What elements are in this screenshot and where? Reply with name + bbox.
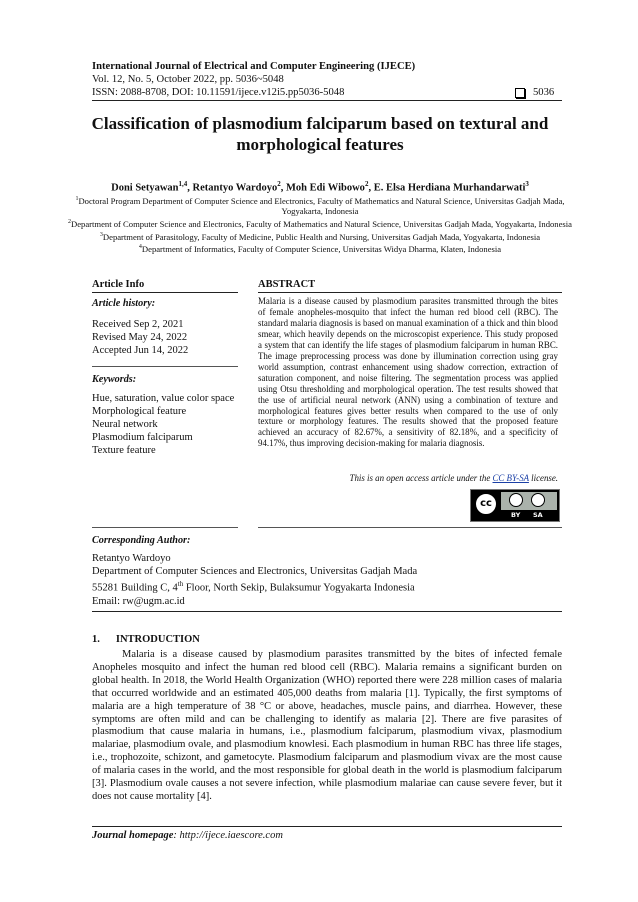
volume-info: Vol. 12, No. 5, October 2022, pp. 5036~5048 (92, 74, 284, 85)
badge-sa-label: SA (533, 511, 543, 519)
badge-by-label: BY (511, 511, 521, 519)
history-rule (92, 366, 238, 367)
corresponding-block (92, 552, 562, 608)
affiliation-text: Department of Informatics, Faculty of Computer Science, Universitas Widya Dharma, Klaten, Indonesia (141, 243, 502, 254)
affiliation-sup: 1 (75, 196, 79, 202)
abstract-heading: ABSTRACT (258, 279, 316, 290)
author-separator: , (280, 182, 286, 194)
author-list (60, 180, 580, 194)
affiliation-item (60, 242, 580, 254)
corresponding-dept: Department of Computer Sciences and Electronics, Universitas Gadjah Mada (92, 566, 418, 577)
affiliation-text: Department of Computer Science and Electronics, Faculty of Mathematics and Natural Science, Universitas Gadjah Mada, Yogyakarta, Indonesia (71, 218, 572, 229)
cc-by-sa-badge[interactable] (470, 489, 560, 522)
corresponding-email: Email: rw@ugm.ac.id (92, 595, 185, 607)
history-revised: Revised May 24, 2022 (92, 332, 188, 343)
keyword-list (92, 392, 242, 457)
journal-name: International Journal of Electrical and Computer Engineering (IJECE) (92, 61, 416, 72)
article-info-heading: Article Info (92, 279, 145, 290)
affiliation-item (60, 217, 580, 229)
keyword-item: Texture feature (92, 445, 156, 456)
homepage-url[interactable]: : http://ijece.iaescore.com (173, 830, 283, 841)
intro-body (92, 649, 562, 804)
license-line: This is an open access article under the CC BY-SA license. (349, 473, 558, 483)
attribution-icon (509, 493, 523, 507)
author-name: Doni Setyawan (111, 182, 179, 194)
keyword-item: Hue, saturation, value color space (92, 393, 235, 404)
issn-doi: ISSN: 2088-8708, DOI: 10.11591/ijece.v12i5.pp5036-5048 (92, 87, 345, 98)
abstract-rule (258, 292, 562, 293)
footer (92, 830, 283, 841)
intro-paragraph: Malaria is a disease caused by plasmodium parasites transmitted by the bites of infected female Anopheles mosquito and infect the human red blood cell (RBC). Malaria remains a significant burden on global health. In 2018, the World Health Organization (WHO) reported there were 228 million cases of malaria that occurred worldwide and an estimated 405,000 deaths from malaria [1]. Typically, the first symptoms of malaria are a high temperature of 38 °C or above, headaches, muscle pains, and diarrhea. However, these symptoms are often mild and can be challenging to identify as malaria [2]. There are five parasites of plasmodium that cause malaria in humans, i.e., plasmodium falciparum, plasmodium vivax, plasmodium malariae, plasmodium ovale, and plasmodium knowlesi. Each plasmodium in human RBC has three life stages, i.e., trophozoite, schizont, and gametocyte. Plasmodium falciparum and plasmodium vivax are the most cause of malaria cases in the world, and the most responsible for global death in the world is plasmodium falciparum [3]. Plasmodium ovale causes a not severe infection, while plasmodium malariae can cause severe fever, but it does not cause mortality [4]. (92, 649, 562, 802)
author-name: E. Elsa Herdiana Murhandarwati (373, 182, 526, 194)
corresponding-name: Retantyo Wardoyo (92, 553, 171, 564)
history-heading: Article history: (92, 298, 156, 309)
affiliation-item (60, 194, 580, 217)
keywords-heading: Keywords: (92, 374, 137, 385)
abstract-bottom-rule (258, 527, 562, 528)
page-number-block (515, 86, 554, 99)
keyword-item: Plasmodium falciparum (92, 432, 193, 443)
page-number: 5036 (533, 87, 555, 98)
footer-rule (92, 826, 562, 827)
affiliation-list (60, 194, 580, 254)
corresponding-address: 55281 Building C, 4th Floor, North Sekip, Bulaksumur Yogyakarta Indonesia (92, 580, 415, 594)
affiliation-sup: 2 (68, 219, 72, 226)
author-name: Moh Edi Wibowo (285, 182, 365, 194)
share-alike-icon (531, 493, 545, 507)
corresponding-heading: Corresponding Author: (92, 535, 191, 546)
homepage-label: Journal homepage (92, 830, 174, 841)
info-bottom-rule (92, 527, 238, 528)
history-received: Received Sep 2, 2021 (92, 319, 184, 330)
affiliation-text: Doctoral Program Department of Computer Science and Electronics, Faculty of Mathematics and Natural Science, Universitas Gadjah Mada, Yogyakarta, Indonesia (78, 195, 565, 217)
author-affil-sup: 1,4 (178, 180, 188, 188)
keyword-item: Neural network (92, 419, 158, 430)
history-list (92, 318, 242, 357)
abstract-text: Malaria is a disease caused by plasmodium parasites transmitted through the bites of female anopheles-mosquito that infect the human red blood cell (RBC). The standard malaria diagnosis is based on manual examination of a thick and thin blood smear, which heavily depends on the microscopist experience. This study proposed a system that can identify the life stages of plasmodium falciparum in human RBC. The image preprocessing process was done by illumination correction using gray world assumption, contrast enhancement using shadow correction, extraction of saturation component, and noise filtering. The segmentation process was applied using Otsu thresholding and morphological operation. The test results showed that the use of artificial neural network (ANN) using a combination of texture and morphological features gives better results when compared to the use of only texture or morphology features. The results showed that the proposed feature achieved an accuracy of 82.67%, a sensitivity of 82.18%, and a specificity of 94.17%, thus improving decision-making for malaria diagnosis. (258, 296, 558, 449)
author-affil-sup: 2 (277, 180, 281, 188)
author-separator: , (187, 182, 193, 194)
license-link[interactable]: CC BY-SA (492, 473, 529, 483)
author-affil-sup: 3 (525, 180, 529, 188)
affiliation-text: Department of Parasitology, Faculty of Medicine, Public Health and Nursing, Universitas Gadjah Mada, Yogyakarta, Indonesia (102, 231, 541, 242)
paper-title: Classification of plasmodium falciparum based on textural and morphological features (91, 114, 549, 154)
author-name: Retantyo Wardoyo (192, 182, 278, 194)
square-icon (515, 88, 525, 98)
history-accepted: Accepted Jun 14, 2022 (92, 345, 189, 356)
affiliation-sup: 3 (99, 231, 103, 238)
affiliation-sup: 4 (138, 243, 142, 250)
article-info-rule (92, 292, 238, 293)
corresponding-rule (92, 611, 562, 612)
author-separator: , (368, 182, 374, 194)
intro-heading: 1. INTRODUCTION (92, 634, 200, 645)
author-affil-sup: 2 (364, 180, 369, 188)
affiliation-item (60, 230, 580, 242)
header-rule (92, 100, 562, 101)
keyword-item: Morphological feature (92, 406, 187, 417)
cc-icon: cc (474, 492, 498, 516)
